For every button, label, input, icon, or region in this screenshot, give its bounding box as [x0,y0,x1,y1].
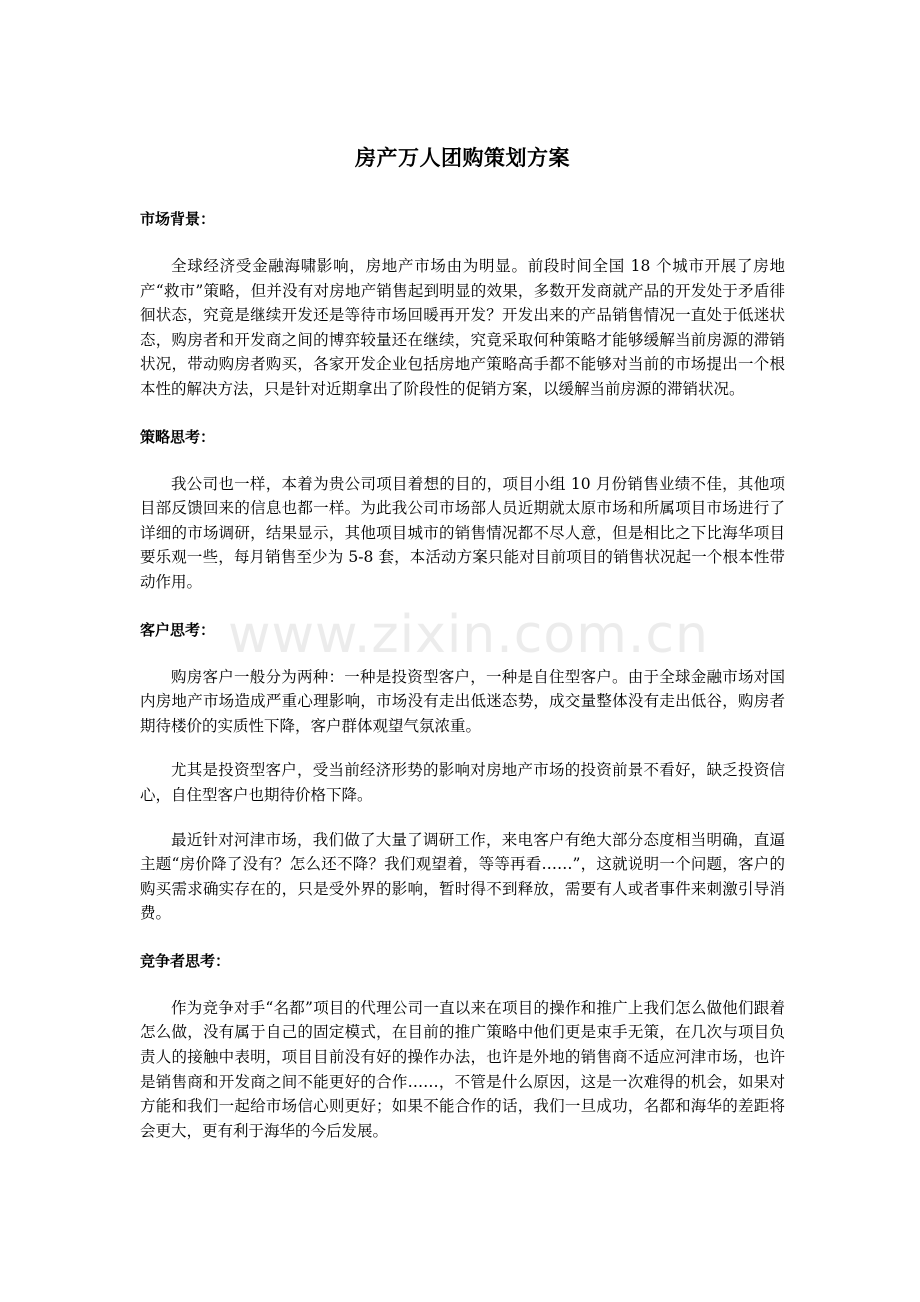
section-heading-market: 市场背景： [140,210,216,228]
competitor-paragraph: 作为竞争对手“名都”项目的代理公司一直以来在项目的操作和推广上我们怎么做他们跟着怎么做，没有属于自己的固定模式，在目前的推广策略中他们更是束手无策，在几次与项目负责人的接触中表明，项目目前没有好的操作办法，也许是外地的销售商不适应河津市场，也许是销售商和开发商之间不能更好的合作……，不管是什么原因，这是一次难得的机会，如果对方能和我们一起给市场信心则更好；如果不能合作的话，我们一旦成功，名都和海华的差距将会更大，更有利于海华的今后发展。 [140,998,785,1140]
document-title: 房产万人团购策划方案 [355,146,570,170]
customer-paragraph: 最近针对河津市场，我们做了大量了调研工作，来电客户有绝大部分态度相当明确，直逼主题“房价降了没有？怎么还不降？我们观望着，等等再看……”，这就说明一个问题，客户的购买需求确实存在的，只是受外界的影响，暂时得不到释放，需要有人或者事件来刺激引导消费。 [140,830,785,923]
section-heading-competitor: 竞争者思考： [140,951,231,970]
section-market-background [140,204,785,402]
section-strategy-thinking [140,422,785,595]
section-competitor-thinking [140,946,785,1144]
section-heading-strategy: 策略思考： [140,427,216,446]
section-customer-thinking [140,615,785,926]
document-body [140,140,785,1163]
watermark-text: www.zixin.com.cn [228,605,709,665]
market-paragraph: 全球经济受金融海啸影响，房地产市场由为明显。前段时间全国 18 个城市开展了房地产“救市”策略，但并没有对房地产销售起到明显的效果，多数开发商就产品的开发处于矛盾徘徊状态，究竟是继续开发还是等待市场回暖再开发？开发出来的产品销售情况一直处于低迷状态，购房者和开发商之间的博弈较量还在继续，究竟采取何种策略才能够缓解当前房源的滞销状况，带动购房者购买，各家开发企业包括房地产策略高手都不能够对当前的市场提出一个根本性的解决方法，只是针对近期拿出了阶段性的促销方案，以缓解当前房源的滞销状况。 [140,257,785,398]
strategy-paragraph: 我公司也一样，本着为贵公司项目着想的目的，项目小组 10 月份销售业绩不佳，其他项目部反馈回来的信息也都一样。为此我公司市场部人员近期就太原市场和所属项目市场进行了详细的市场调研，结果显示，其他项目城市的销售情况都不尽人意，但是相比之下比海华项目要乐观一些，每月销售至少为 5-8 套，本活动方案只能对目前项目的销售状况起一个根本性带动作用。 [140,474,785,591]
section-heading-customer: 客户思考： [140,620,216,639]
customer-paragraph: 购房客户一般分为两种：一种是投资型客户，一种是自住型客户。由于全球金融市场对国内房地产市场造成严重心理影响，市场没有走出低迷态势，成交量整体没有走出低谷，购房者期待楼价的实质性下降，客户群体观望气氛浓重。 [140,667,785,735]
customer-paragraph: 尤其是投资型客户，受当前经济形势的影响对房地产市场的投资前景不看好，缺乏投资信心，自住型客户也期待价格下降。 [140,761,785,804]
